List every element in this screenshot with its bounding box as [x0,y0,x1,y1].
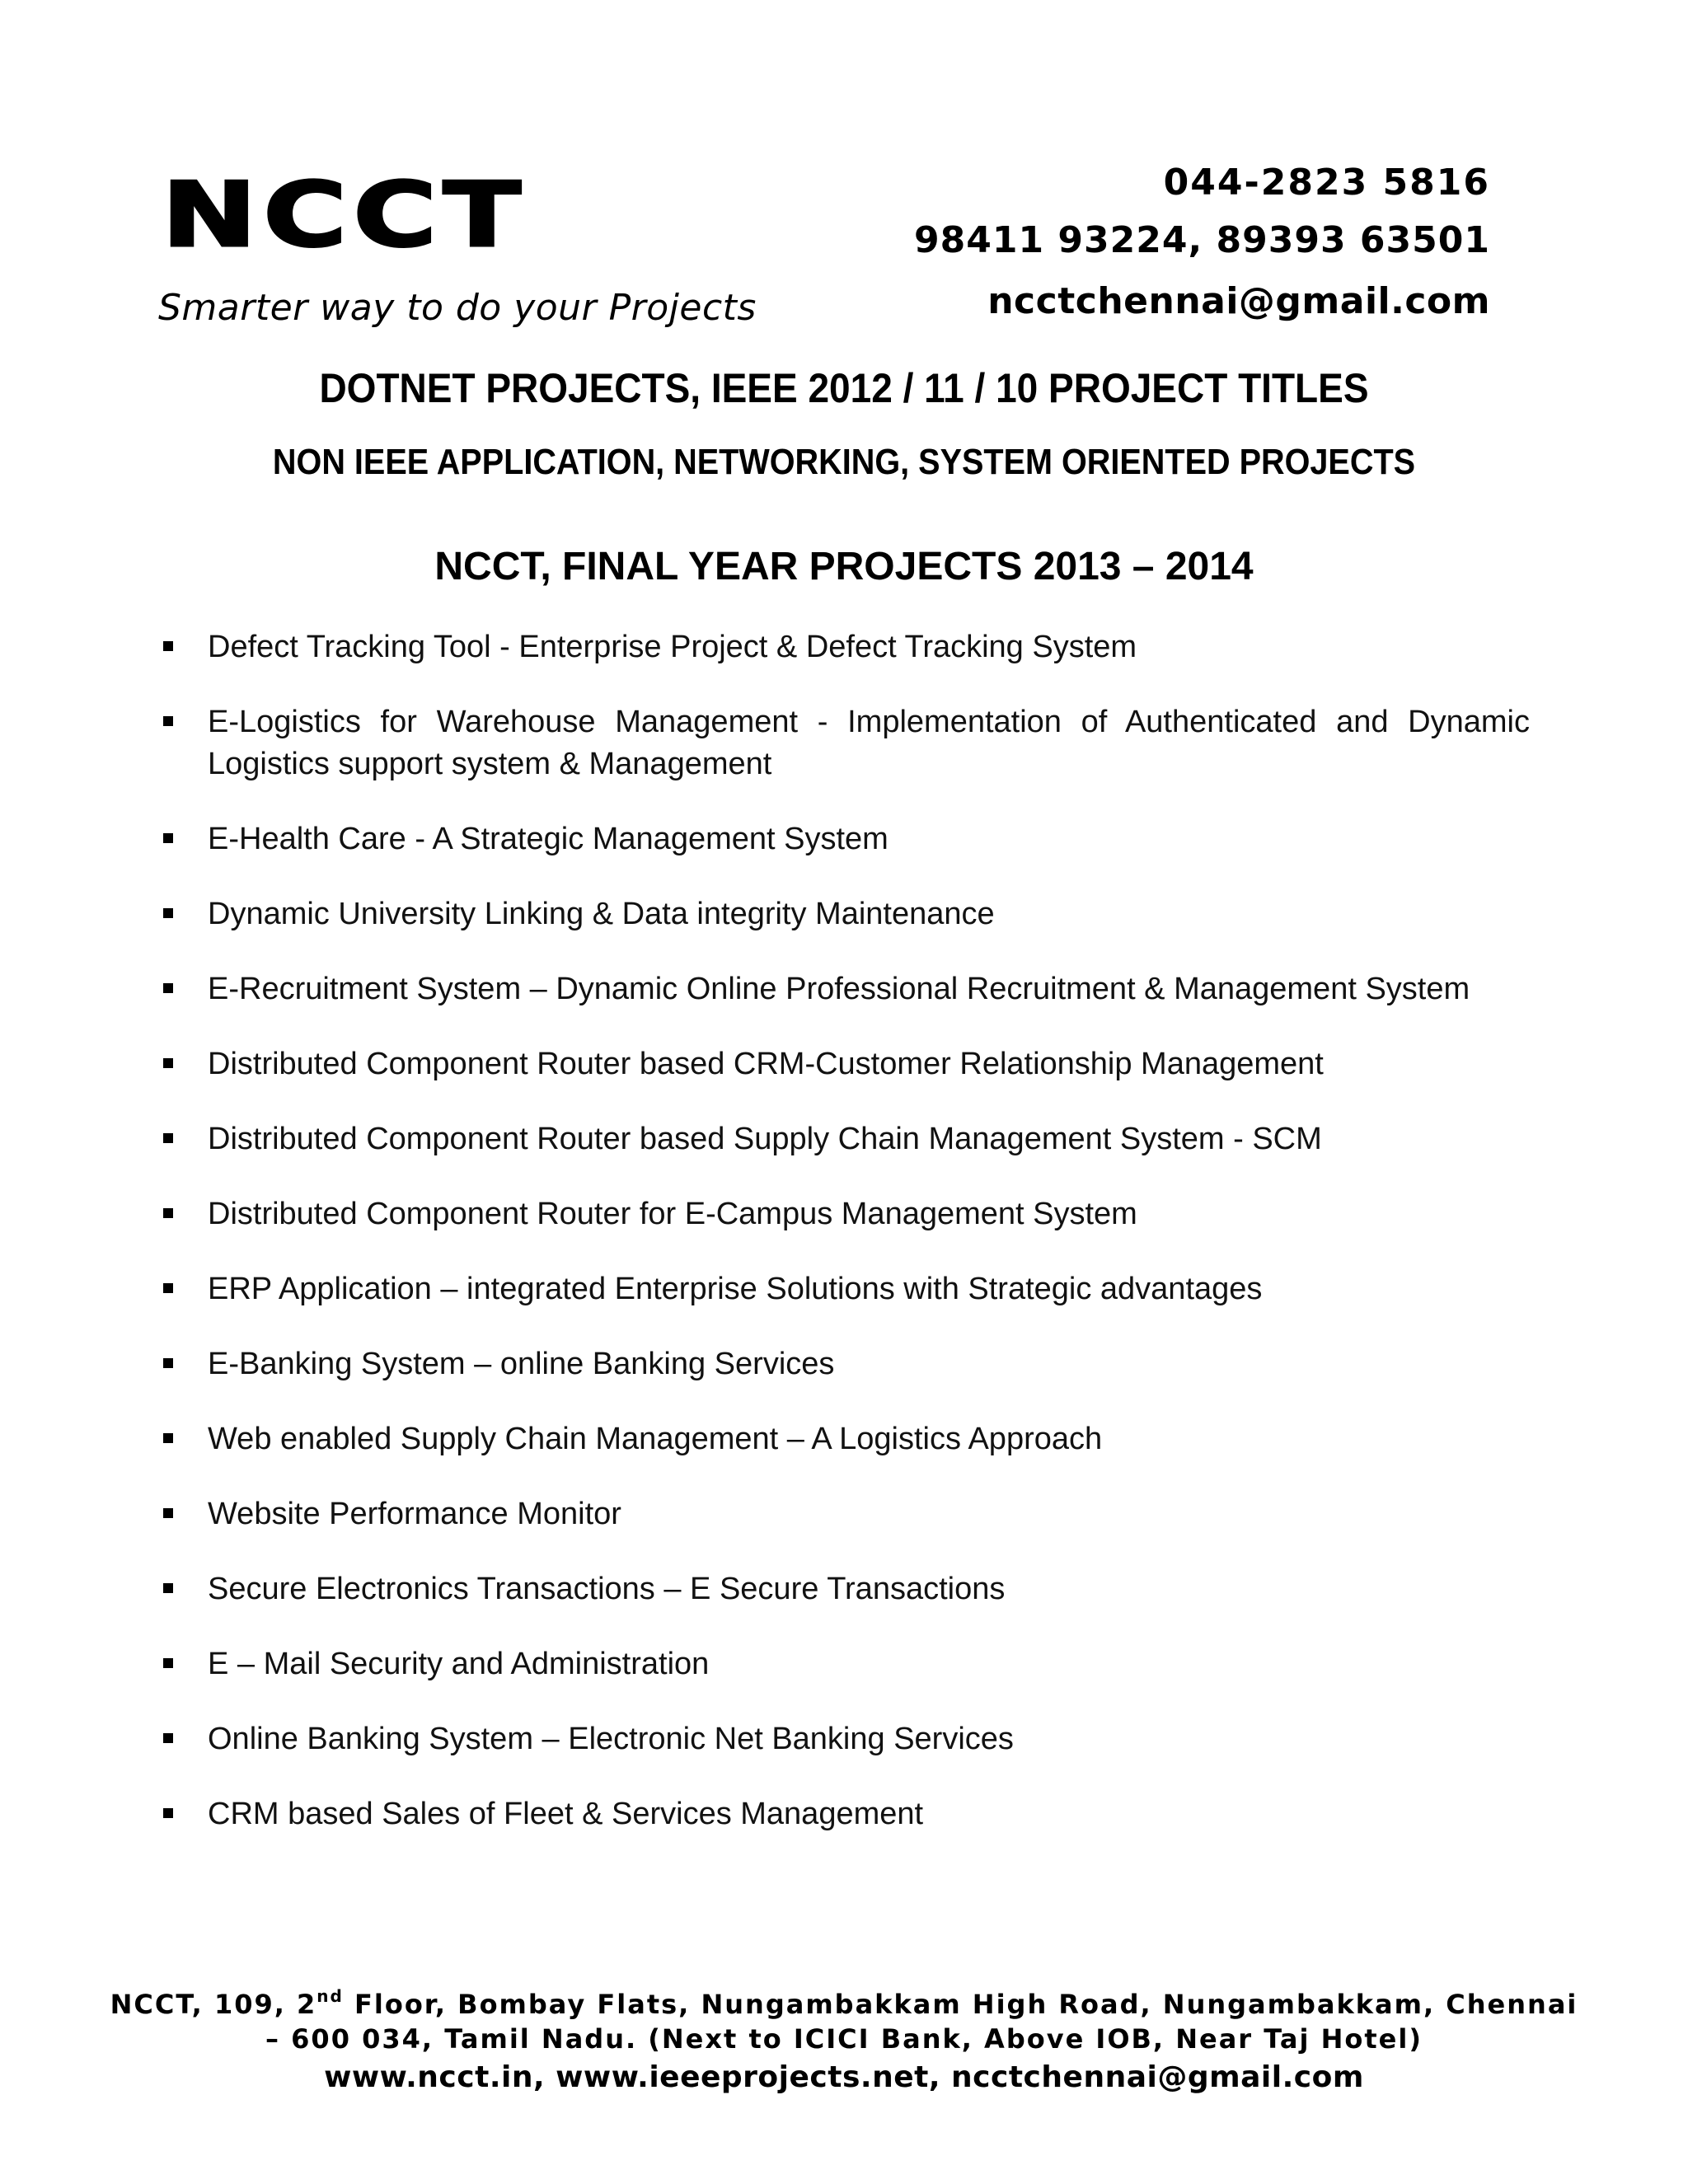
list-item-text: Distributed Component Router based CRM-Customer Relationship Management [208,1047,1324,1081]
list-item [162,701,1530,785]
list-item-text: E-Logistics for Warehouse Management - Implementation of Authenticated and Dynamic Logistics support system & Management [208,705,1530,781]
list-item [162,1193,1530,1235]
list-item-text: Web enabled Supply Chain Management – A Logistics Approach [208,1422,1103,1456]
bullet-square-icon [163,1733,173,1743]
list-item-text: Dynamic University Linking & Data integrity Maintenance [208,897,995,931]
phone-mobile: 98411 93224, 89393 63501 [914,219,1490,261]
footer-address-prefix: NCCT, 109, 2 [110,1989,317,2020]
bullet-square-icon [163,833,173,843]
bullet-square-icon [163,641,173,651]
bullet-square-icon [163,1358,173,1368]
list-item-text: E – Mail Security and Administration [208,1647,710,1681]
list-item [162,1418,1530,1460]
list-item-text: ERP Application – integrated Enterprise Solutions with Strategic advantages [208,1272,1263,1306]
list-item-text: Secure Electronics Transactions – E Secure Transactions [208,1572,1006,1606]
list-item [162,1643,1530,1685]
list-item-text: Online Banking System – Electronic Net Banking Services [208,1722,1014,1756]
title-dotnet-projects: DOTNET PROJECTS, IEEE 2012 / 11 / 10 PROJECT TITLES [319,365,1369,411]
tagline: Smarter way to do your Projects [158,287,757,329]
list-item [162,818,1530,860]
bullet-square-icon [163,716,173,726]
bullet-square-icon [163,1133,173,1143]
list-item-text: Defect Tracking Tool - Enterprise Project & Defect Tracking System [208,630,1137,664]
bullet-square-icon [163,1583,173,1593]
list-item-text: CRM based Sales of Fleet & Services Management [208,1797,924,1831]
footer-address-line2: – 600 034, Tamil Nadu. (Next to ICICI Bank, Above IOB, Near Taj Hotel) [265,2023,1423,2055]
list-item [162,893,1530,935]
list-item [162,1718,1530,1760]
list-item-text: Website Performance Monitor [208,1497,621,1531]
bullet-square-icon [163,1808,173,1818]
list-item [162,1493,1530,1535]
title-non-ieee: NON IEEE APPLICATION, NETWORKING, SYSTEM ORIENTED PROJECTS [272,442,1416,482]
list-item [162,1793,1530,1835]
bullet-square-icon [163,1058,173,1068]
list-item-text: E-Recruitment System – Dynamic Online Professional Recruitment & Management System [208,972,1470,1006]
list-item [162,1118,1530,1160]
list-item-text: Distributed Component Router for E-Campus Management System [208,1197,1137,1231]
bullet-square-icon [163,1508,173,1518]
footer-address-rest: Floor, Bombay Flats, Nungambakkam High Road, Nungambakkam, Chennai [343,1989,1578,2020]
footer-address-line1 [0,1986,1688,2020]
list-item-text: E-Banking System – online Banking Services [208,1347,835,1381]
bullet-square-icon [163,1658,173,1668]
ncct-logo: NCCT [162,164,528,267]
list-item [162,1043,1530,1085]
contact-email: ncctchennai@gmail.com [987,280,1490,322]
title-final-year: NCCT, FINAL YEAR PROJECTS 2013 – 2014 [434,545,1254,588]
phone-landline: 044-2823 5816 [1163,162,1490,204]
list-item-text: E-Health Care - A Strategic Management System [208,822,889,856]
footer-address-sup: nd [316,1986,344,2006]
project-list [162,626,1530,1868]
list-item [162,626,1530,668]
bullet-square-icon [163,983,173,993]
list-item [162,1568,1530,1610]
list-item [162,1343,1530,1385]
bullet-square-icon [163,1433,173,1443]
list-item [162,1268,1530,1310]
footer-websites: www.ncct.in, www.ieeeprojects.net, ncctchennai@gmail.com [324,2060,1364,2094]
list-item-text: Distributed Component Router based Supply Chain Management System - SCM [208,1122,1322,1156]
bullet-square-icon [163,908,173,918]
bullet-square-icon [163,1283,173,1293]
bullet-square-icon [163,1208,173,1218]
list-item [162,968,1530,1010]
